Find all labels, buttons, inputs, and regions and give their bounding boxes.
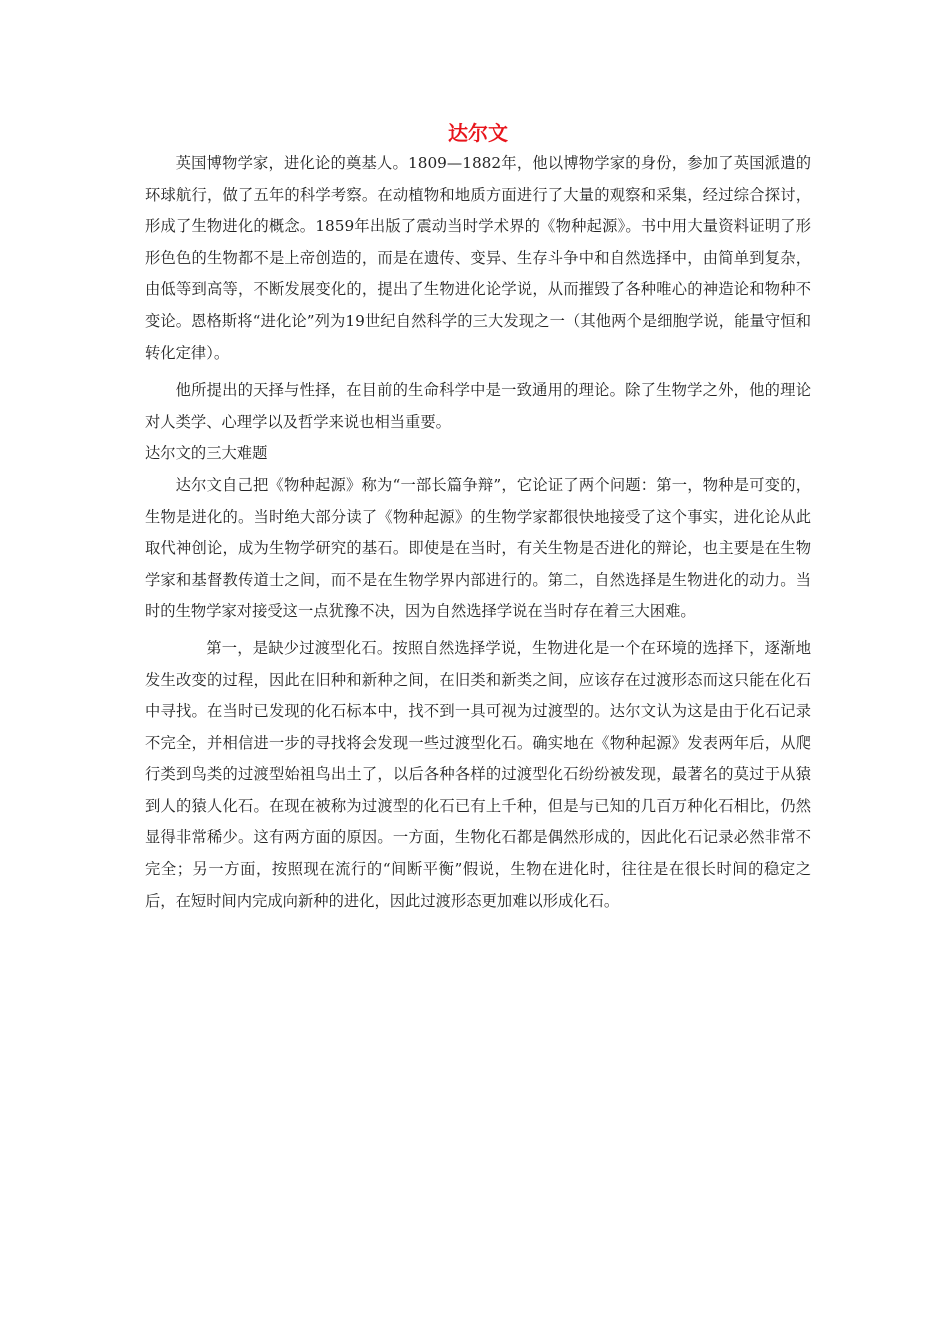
intro-paragraph: 英国博物学家，进化论的奠基人。1809—1882年，他以博物学家的身份，参加了英国派遣的环球航行，做了五年的科学考察。在动植物和地质方面进行了大量的观察和采集，经过综合探讨，形成了生物进化的概念。1859年出版了震动当时学术界的《物种起源》。书中用大量资料证明了形形色色的生物都不是上帝创造的，而是在遗传、变异、生存斗争中和自然选择中，由简单到复杂，由低等到高等，不断发展变化的，提出了生物进化论学说，从而摧毁了各种唯心的神造论和物种不变论。恩格斯将“进化论”列为19世纪自然科学的三大发现之一（其他两个是细胞学说，能量守恒和转化定律）。 [145, 154, 811, 362]
document-title: 达尔文 [448, 121, 508, 145]
two-questions-paragraph: 达尔文自己把《物种起源》称为“一部长篇争辩”，它论证了两个问题：第一，物种是可变的，生物是进化的。当时绝大部分读了《物种起源》的生物学家都很快地接受了这个事实，进化论从此取代神创论，成为生物学研究的基石。即使是在当时，有关生物是否进化的辩论，也主要是在生物学家和基督教传道士之间，而不是在生物学界内部进行的。第二，自然选择是生物进化的动力。当时的生物学家对接受这一点犹豫不决，因为自然选择学说在当时存在着三大困难。 [145, 475, 811, 621]
theory-paragraph: 他所提出的天择与性择，在目前的生命科学中是一致通用的理论。除了生物学之外，他的理论对人类学、心理学以及哲学来说也相当重要。 [145, 381, 811, 431]
section-heading: 达尔文的三大难题 [145, 444, 268, 463]
transitional-fossil-paragraph: 第一，是缺少过渡型化石。按照自然选择学说，生物进化是一个在环境的选择下，逐渐地发生改变的过程，因此在旧种和新种之间，在旧类和新类之间，应该存在过渡形态而这只能在化石中寻找。在当时已发现的化石标本中，找不到一具可视为过渡型的。达尔文认为这是由于化石记录不完全，并相信进一步的寻找将会发现一些过渡型化石。确实地在《物种起源》发表两年后，从爬行类到鸟类的过渡型始祖鸟出土了，以后各种各样的过渡型化石纷纷被发现，最著名的莫过于从猿到人的猿人化石。在现在被称为过渡型的化石已有上千种，但是与已知的几百万种化石相比，仍然显得非常稀少。这有两方面的原因。一方面，生物化石都是偶然形成的，因此化石记录必然非常不完全；另一方面，按照现在流行的“间断平衡”假说，生物在进化时，往往是在很长时间的稳定之后，在短时间内完成向新种的进化，因此过渡形态更加难以形成化石。 [145, 638, 811, 910]
document-page [145, 118, 811, 917]
